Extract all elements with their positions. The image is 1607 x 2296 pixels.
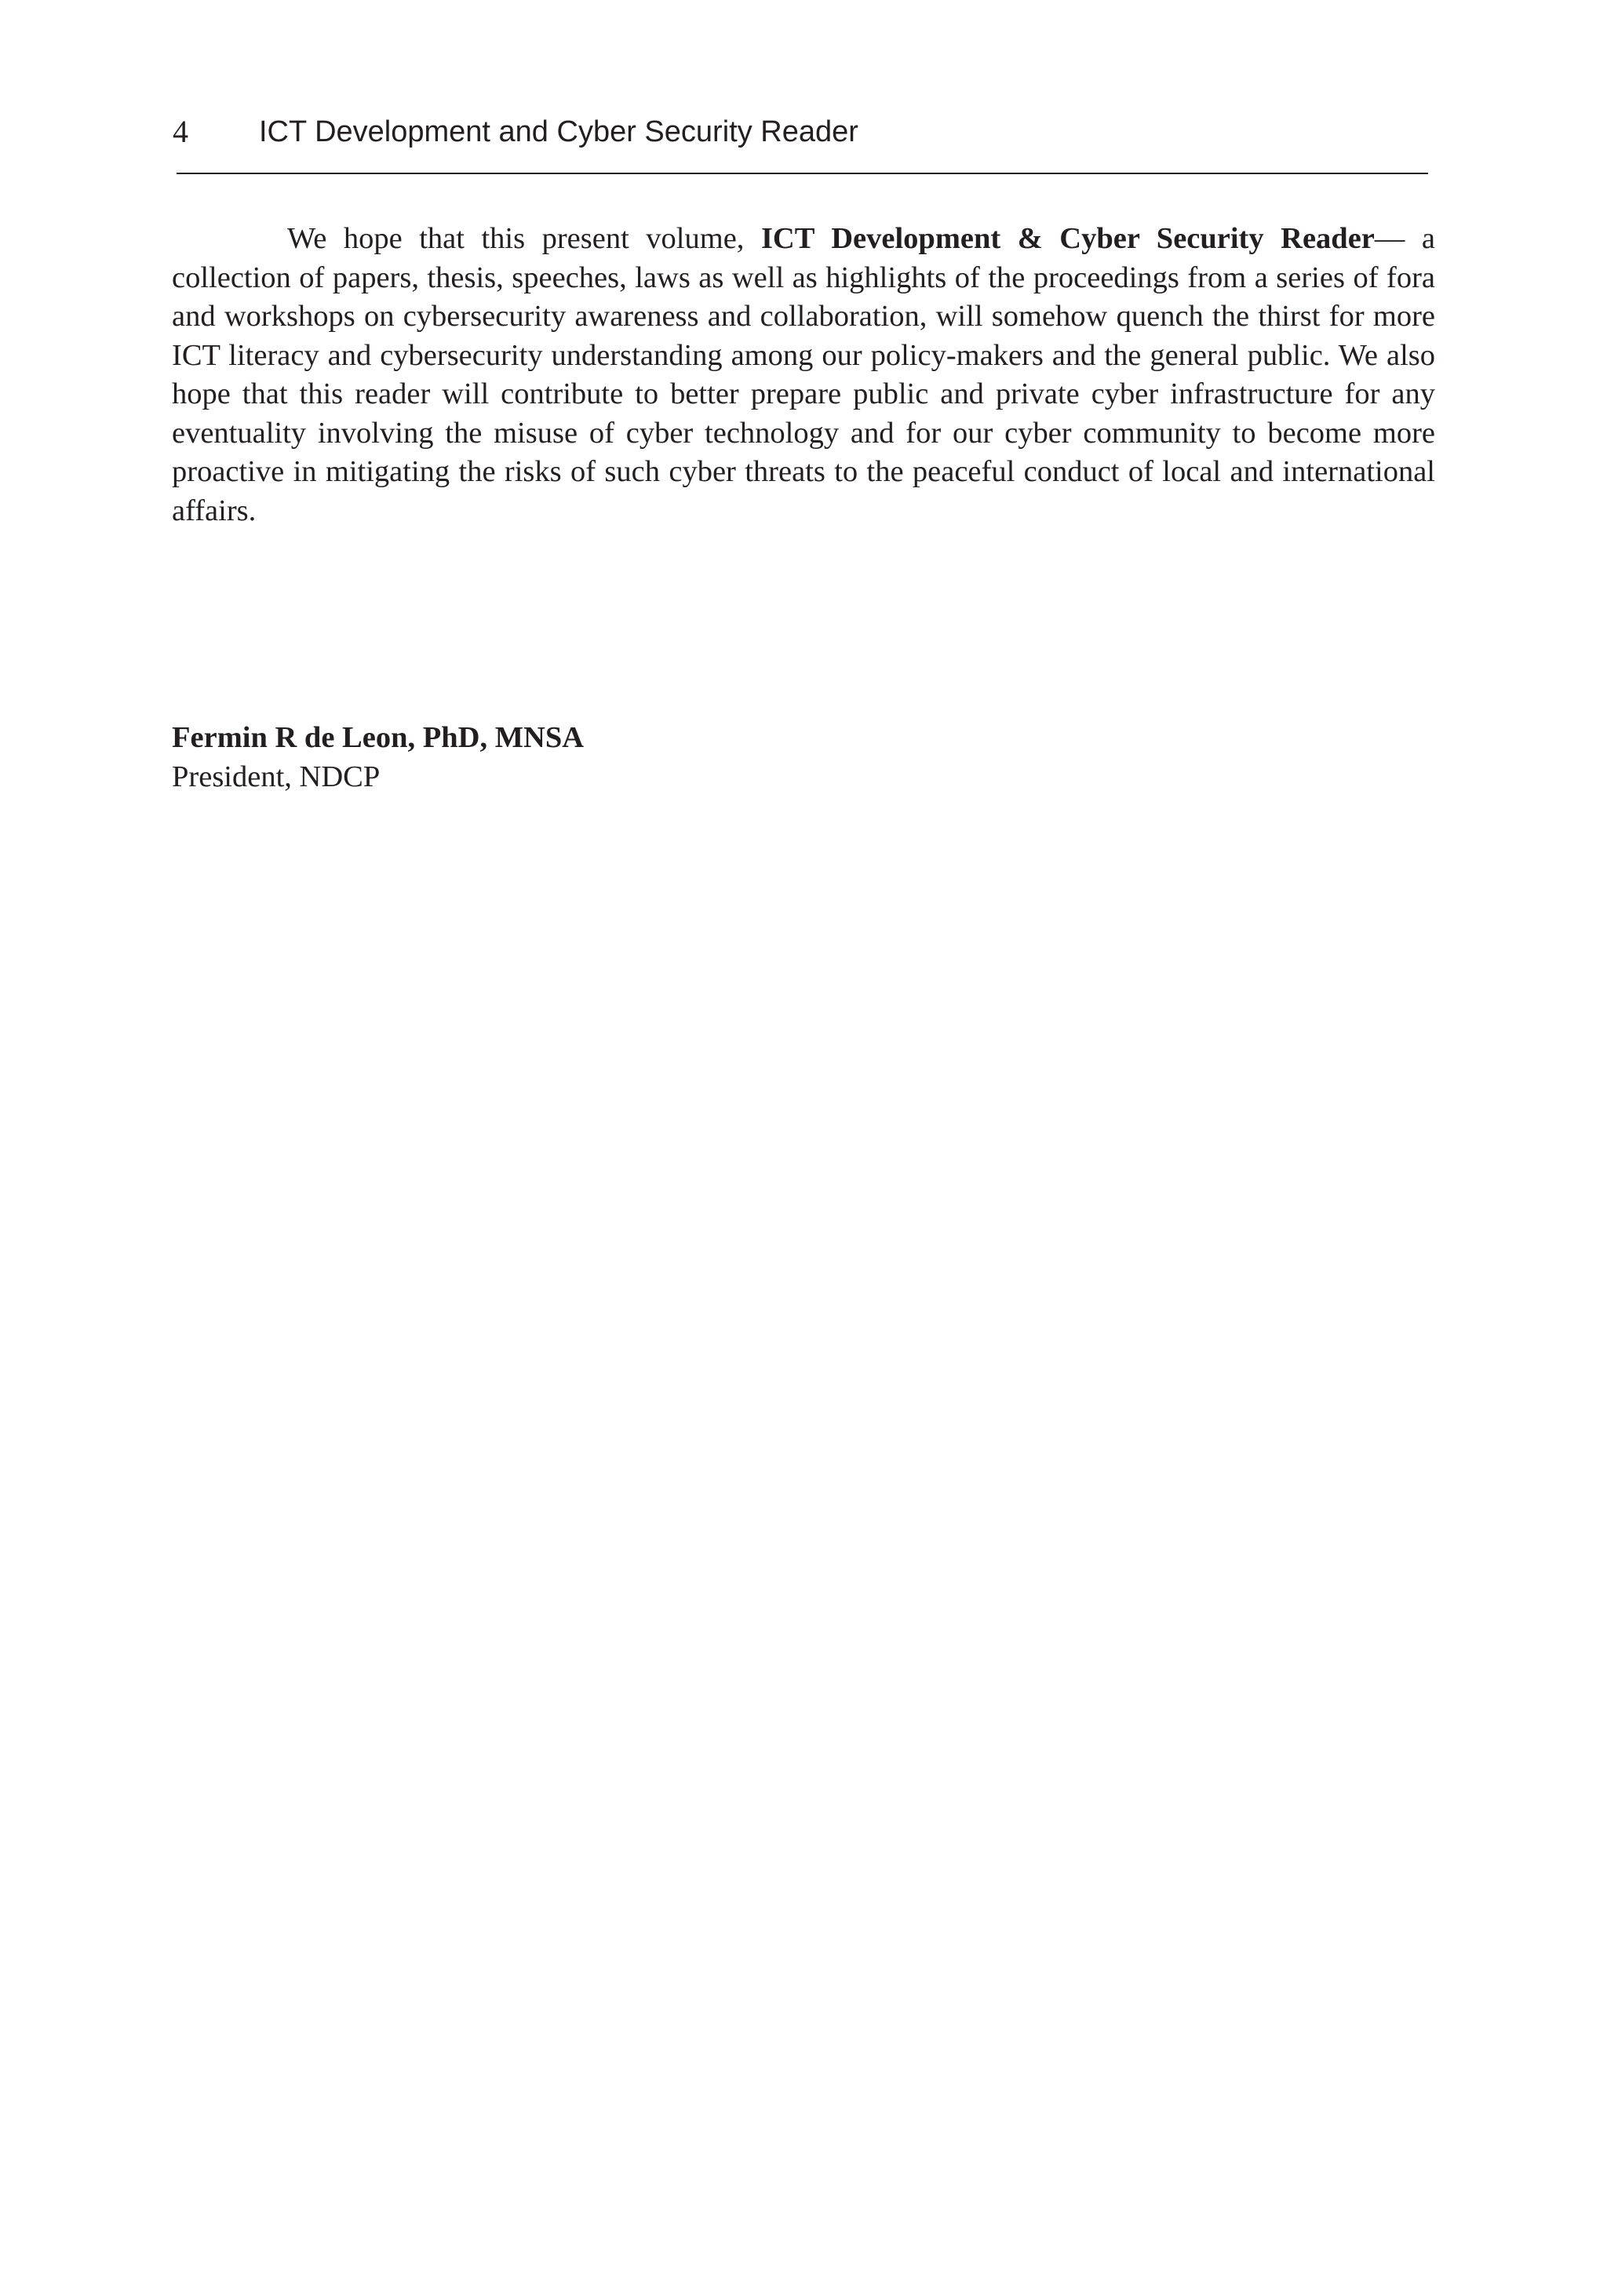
paragraph-text-start: We hope that this present volume, xyxy=(287,222,761,255)
book-title-bold: ICT Development & Cyber Security Reader xyxy=(760,222,1375,255)
signatory-name: Fermin R de Leon, PhD, MNSA xyxy=(172,721,585,754)
page-number: 4 xyxy=(173,114,188,149)
signature-block xyxy=(172,718,957,796)
signatory-title: President, NDCP xyxy=(172,760,381,793)
body-paragraph xyxy=(172,220,1435,530)
running-header xyxy=(173,110,1428,157)
paragraph-text-rest: — a collection of papers, thesis, speeches, laws as well as highlights of the proceedings from a series of fora and workshops on cybersecurity awareness and collaboration, will somehow quench the thirst for more ICT literacy and cybersecurity understanding among our policy-makers and the general public. We also hope that this reader will contribute to better prepare public and private cyber infrastructure for any eventuality involving the misuse of cyber technology and for our cyber community to become more proactive in mitigating the risks of such cyber threats to the peaceful conduct of local and international affairs. xyxy=(172,222,1435,527)
header-divider xyxy=(177,173,1428,174)
running-header-title: ICT Development and Cyber Security Reader xyxy=(259,115,858,148)
